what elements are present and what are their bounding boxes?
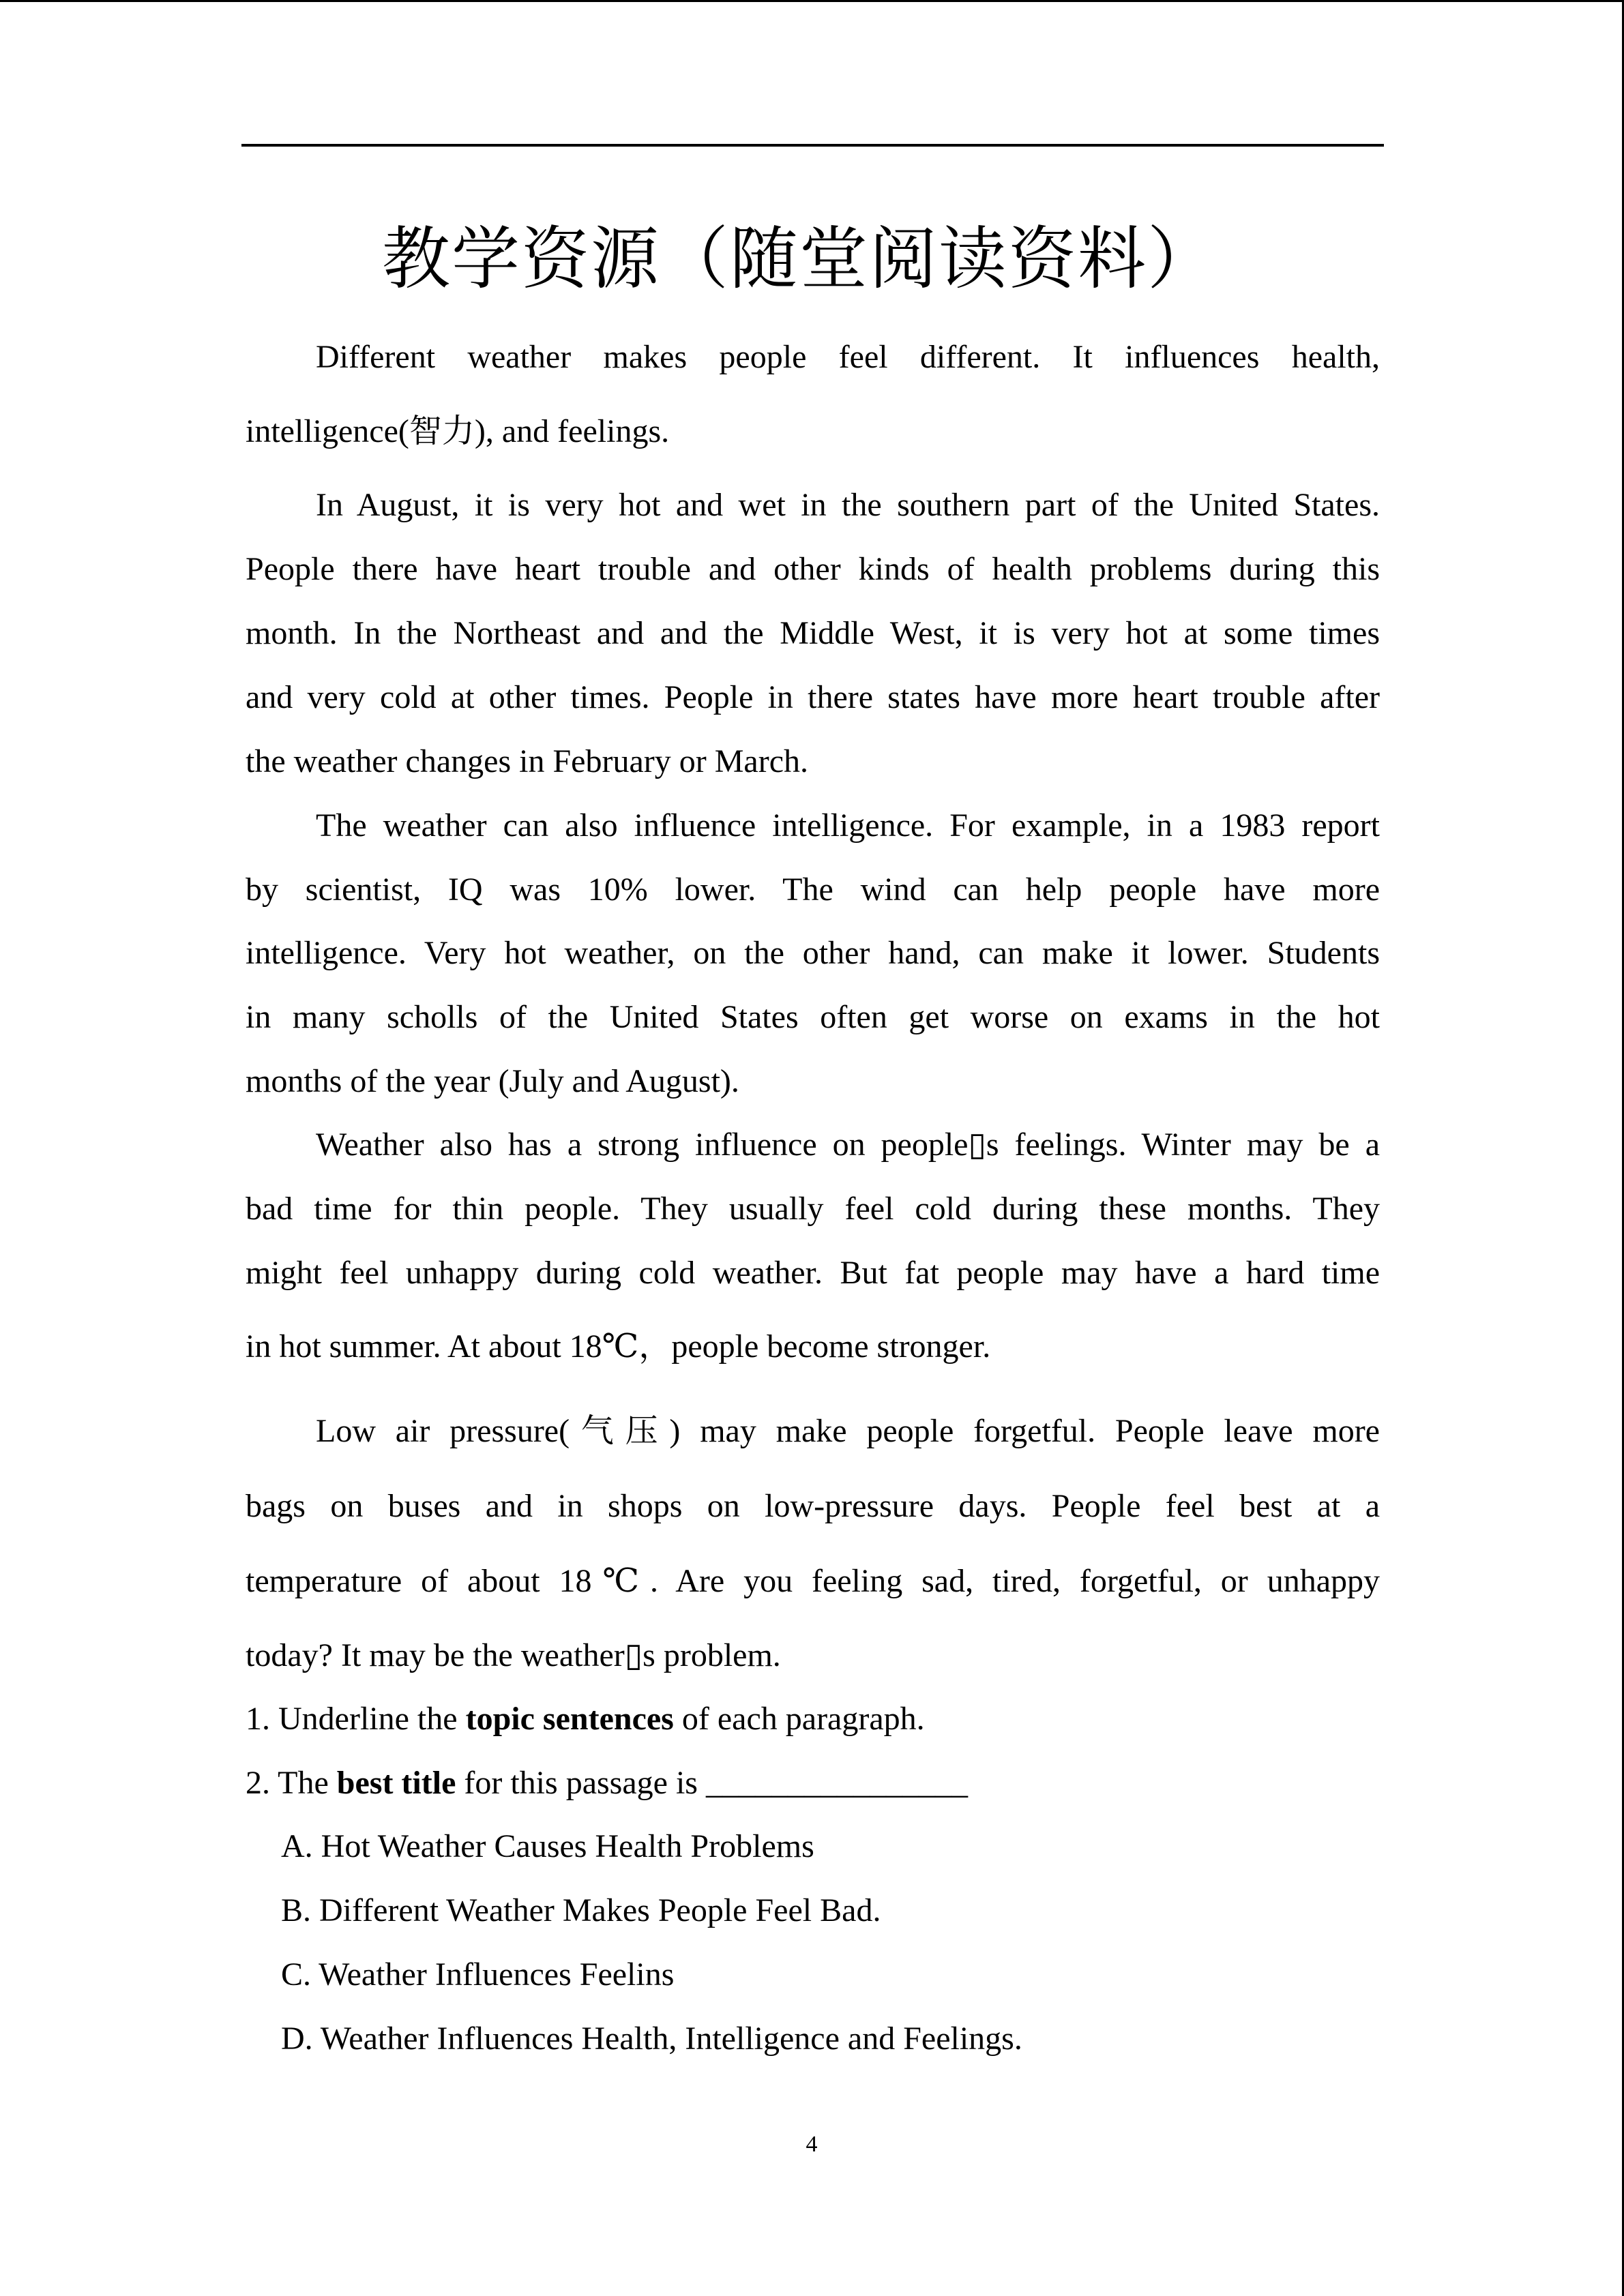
- paragraph-2-line-4: and very cold at other times. People in there states have more heart trouble after: [246, 679, 1380, 715]
- question-2-option-b: B. Different Weather Makes People Feel Bad.: [281, 1892, 881, 1928]
- question-2: [246, 1763, 1380, 1804]
- question-1-suffix: of each paragraph.: [673, 1701, 925, 1737]
- question-1: [246, 1699, 1380, 1740]
- paragraph-5-line-4: today? It may be the weather▯s problem.: [246, 1637, 781, 1673]
- paragraph-2-line-3: month. In the Northeast and and the Middle West, it is very hot at some times: [246, 615, 1380, 651]
- paragraph-2-line-5: the weather changes in February or March.: [246, 743, 808, 779]
- question-2-emphasis: best title: [336, 1765, 456, 1801]
- question-2-prefix: 2. The: [246, 1765, 337, 1801]
- paragraph-5-line-1: Low air pressure(气压) may make people forgetful. People leave more: [316, 1413, 1380, 1449]
- paragraph-1-line-2: intelligence(智力), and feelings.: [246, 413, 670, 449]
- question-1-prefix: 1. Underline the: [246, 1701, 466, 1737]
- question-2-option-c: C. Weather Influences Feelins: [281, 1956, 675, 1993]
- paragraph-3-line-2: by scientist, IQ was 10% lower. The wind can help people have more: [246, 871, 1380, 908]
- page-frame-top-border: [0, 0, 1624, 2]
- paragraph-3-line-5: months of the year (July and August).: [246, 1063, 739, 1099]
- page-title: 教学资源（随堂阅读资料）: [382, 219, 1217, 299]
- paragraph-5-line-3: temperature of about 18℃. Are you feeling sad, tired, forgetful, or unhappy: [246, 1563, 1380, 1599]
- paragraph-3-line-3: intelligence. Very hot weather, on the other hand, can make it lower. Students: [246, 935, 1380, 971]
- paragraph-4-line-1: Weather also has a strong influence on people▯s feelings. Winter may be a: [316, 1127, 1380, 1163]
- question-2-option-d: D. Weather Influences Health, Intelligence and Feelings.: [281, 2021, 1022, 2057]
- header-rule: [241, 144, 1384, 147]
- question-1-emphasis: topic sentences: [465, 1701, 674, 1737]
- paragraph-1-line-1: Different weather makes people feel different. It influences health,: [316, 339, 1380, 375]
- paragraph-4-line-4: in hot summer. At about 18℃，people become stronger.: [246, 1328, 991, 1365]
- paragraph-4-line-3: might feel unhappy during cold weather. But fat people may have a hard time: [246, 1255, 1380, 1291]
- question-2-option-a: A. Hot Weather Causes Health Problems: [281, 1828, 814, 1864]
- paragraph-5-line-2: bags on buses and in shops on low-pressure days. People feel best at a: [246, 1488, 1380, 1524]
- paragraph-3-line-1: The weather can also influence intelligence. For example, in a 1983 report: [316, 807, 1380, 844]
- page-number: 4: [806, 2132, 818, 2157]
- question-2-suffix: for this passage is ________________: [456, 1765, 968, 1801]
- paragraph-3-line-4: in many scholls of the United States often get worse on exams in the hot: [246, 999, 1380, 1035]
- paragraph-4-line-2: bad time for thin people. They usually feel cold during these months. They: [246, 1191, 1380, 1227]
- paragraph-2-line-2: People there have heart trouble and other kinds of health problems during this: [246, 551, 1380, 587]
- paragraph-2-line-1: In August, it is very hot and wet in the southern part of the United States.: [316, 487, 1380, 523]
